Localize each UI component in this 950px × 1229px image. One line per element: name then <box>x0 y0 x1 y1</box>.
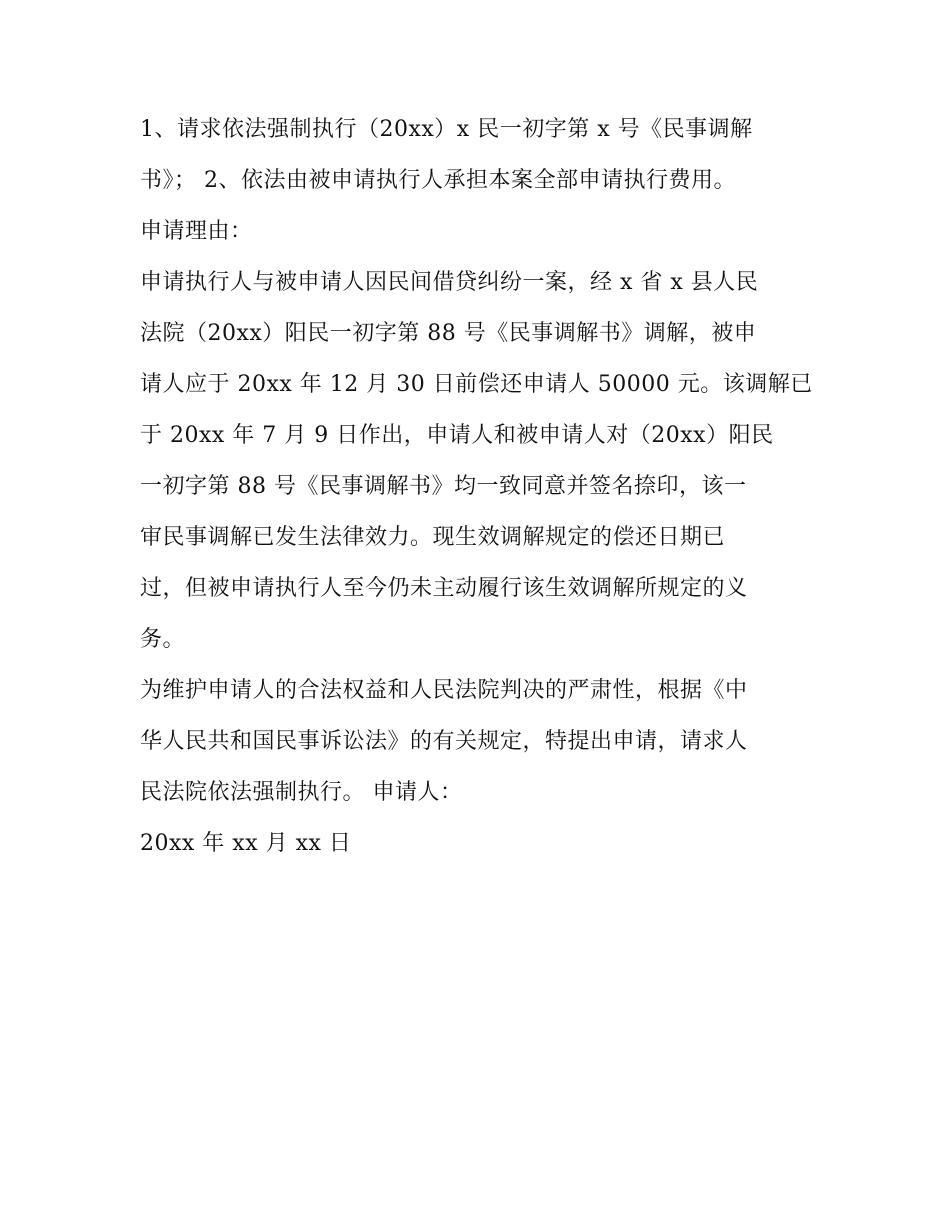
reason-heading: 申请理由： <box>140 219 253 244</box>
document-body <box>140 104 812 869</box>
reason-paragraph-line-8: 务。 <box>140 627 186 652</box>
reason-paragraph-line-1: 申请执行人与被申请人因民间借贷纠纷一案，经 x 省 x 县人民 <box>140 270 759 295</box>
reason-paragraph-line-2: 法院（20xx）阳民一初字第 88 号《民事调解书》调解，被申 <box>140 321 757 346</box>
request-item-line-1: 1、请求依法强制执行（20xx）x 民一初字第 x 号《民事调解 <box>140 117 753 142</box>
reason-paragraph-line-4: 于 20xx 年 7 月 9 日作出，申请人和被申请人对（20xx）阳民 <box>140 423 774 448</box>
reason-paragraph-line-3: 请人应于 20xx 年 12 月 30 日前偿还申请人 50000 元。该调解已 <box>140 372 813 397</box>
reason-paragraph-line-5: 一初字第 88 号《民事调解书》均一致同意并签名捺印，该一 <box>140 474 747 499</box>
conclusion-paragraph-line-3: 民法院依法强制执行。 申请人： <box>140 780 463 805</box>
conclusion-paragraph-line-2: 华人民共和国民事诉讼法》的有关规定，特提出申请，请求人 <box>140 729 748 754</box>
signature-date: 20xx 年 xx 月 xx 日 <box>140 831 352 856</box>
reason-paragraph-line-6: 审民事调解已发生法律效力。现生效调解规定的偿还日期已 <box>140 525 726 550</box>
request-item-line-2: 书》； 2、依法由被申请执行人承担本案全部申请执行费用。 <box>140 168 736 193</box>
reason-paragraph-line-7: 过，但被申请执行人至今仍未主动履行该生效调解所规定的义 <box>140 576 748 601</box>
conclusion-paragraph-line-1: 为维护申请人的合法权益和人民法院判决的严肃性，根据《中 <box>140 678 748 703</box>
